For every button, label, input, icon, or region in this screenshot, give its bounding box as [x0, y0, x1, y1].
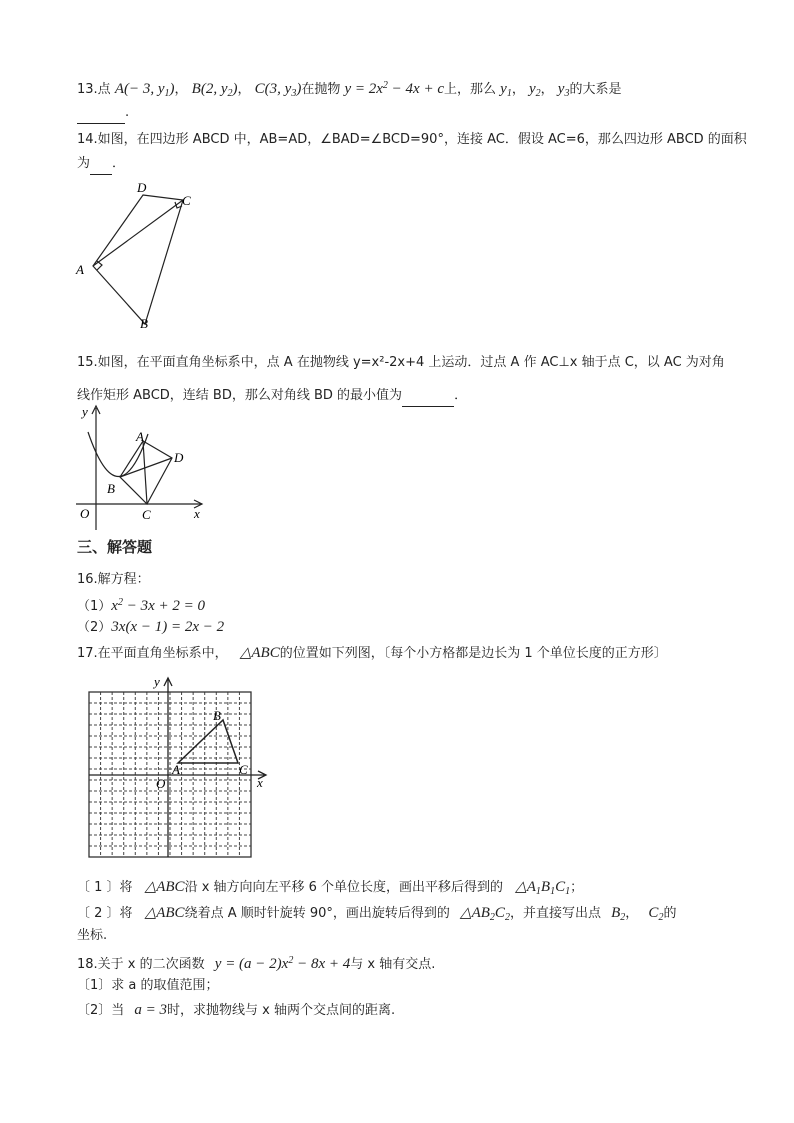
q13-period: .: [125, 105, 130, 120]
q17-triangle: △ABC: [239, 645, 280, 661]
q13-sep: ，: [237, 82, 251, 97]
q17-label-b: B: [213, 708, 221, 723]
q17-suffix: 的位置如下列图，〔每个小方格都是边长为 1 个单位长度的正方形〕: [279, 646, 667, 661]
q14-label-b: B: [140, 316, 148, 331]
q17-label-c: C: [239, 762, 248, 777]
q13-prefix: 13.点: [77, 82, 111, 97]
q17-label-x: x: [257, 775, 263, 790]
q17-mid: ，并直接写出点: [509, 906, 601, 921]
q13-y2: $y_2$: [528, 81, 541, 99]
q17-mid: 绕着点 A 顺时针旋转 90°，画出旋转后得到的: [184, 906, 450, 921]
q13-suffix: 上，那么: [443, 82, 496, 97]
q15-prefix: 线作矩形 ABCD，连结 BD，那么对角线 BD 的最小值为: [77, 388, 403, 403]
q17-point-b2: $B_2$: [611, 905, 626, 923]
q18-prefix: 18.关于 x 的二次函数: [77, 957, 205, 972]
q17-part-2: [77, 903, 676, 928]
q17-label: 〔 1 〕将: [77, 880, 133, 895]
q14-suffix: ．: [112, 156, 126, 171]
q17-point-c2: $C_2$: [648, 905, 664, 923]
q18-a-value: a = 3: [134, 1002, 168, 1018]
answer-blank: [402, 386, 454, 407]
q13-comma: ，: [540, 82, 554, 97]
q13-sep: ，: [174, 82, 188, 97]
q18-part-1: 〔1〕求 a 的取值范围；: [77, 978, 219, 993]
diagonal-ac: [93, 200, 183, 266]
q17-prefix: 17.在平面直角坐标系中，: [77, 646, 228, 661]
q16-eq-2: 3x(x − 1) = 2x − 2: [111, 619, 225, 635]
q18-suffix: 时，求抛物线与 x 轴两个交点间的距离.: [167, 1003, 396, 1018]
q17-part-1: [77, 877, 583, 902]
q13-point-c: C(3, $y_3$): [254, 81, 302, 99]
q15-text: 15.如图，在平面直角坐标系中，点 A 在抛物线 y=x²-2x+4 上运动．过点 A 作 AC⊥x 轴于点 C，以 AC 为对角: [77, 355, 725, 370]
answer-blank: [90, 154, 112, 175]
right-angle-mark-a: [97, 261, 102, 270]
q14-label-c: C: [182, 193, 191, 208]
q16-part-1: [77, 593, 205, 617]
q17-part-2-line2: 坐标.: [77, 928, 108, 943]
q15-label-a: A: [136, 429, 144, 444]
q17-result-2: $\triangle AB_2C_2$: [460, 905, 510, 923]
q17-end: 的: [663, 906, 677, 921]
q15-figure: [70, 402, 210, 532]
q17-triangle: △ABC: [144, 879, 185, 895]
q17-text: [77, 643, 667, 664]
q13-answer-line: [77, 103, 129, 124]
diagonal-bd: [120, 458, 172, 477]
q17-label-y: y: [154, 674, 160, 689]
answer-blank: [77, 103, 125, 124]
q17-result-1: $\triangle A_1B_1C_1$: [515, 879, 571, 897]
q14-text-2: [77, 154, 125, 175]
q15-suffix: ．: [454, 388, 468, 403]
q14-figure: [70, 176, 210, 336]
section-heading: 三、解答题: [77, 538, 153, 556]
q18-prefix: 〔2〕当: [77, 1003, 125, 1018]
q17-label-a: A: [172, 762, 180, 777]
q14-label-a: A: [76, 262, 84, 277]
q13-end: 的大系是: [569, 82, 622, 97]
q17-label-o: O: [156, 776, 166, 791]
q17-grid-figure: [86, 676, 276, 862]
q13-y1: $y_1$: [500, 81, 512, 99]
q13-equation: $y = 2x^2 - 4x + c$: [344, 80, 444, 97]
q14-prefix: 为: [77, 156, 91, 171]
q16-label: （2）: [77, 620, 112, 635]
q15-label-d: D: [174, 450, 184, 465]
q18-part-2: [77, 1000, 395, 1021]
q15-label-c: C: [142, 507, 151, 522]
q13-line: [77, 76, 621, 104]
triangle-abc: [178, 720, 238, 763]
q14-text: 14.如图，在四边形 ABCD 中，AB=AD，∠BAD=∠BCD=90°，连接 AC．假设 AC=6，那么四边形 ABCD 的面积: [77, 132, 747, 147]
q17-end: ；: [570, 880, 584, 895]
q15-label-y: y: [82, 404, 88, 419]
q17-label: 〔 2 〕将: [77, 906, 133, 921]
q16-eq-1: $x^2 - 3x + 2 = 0$: [111, 597, 205, 614]
q16-part-2: [77, 617, 224, 638]
q17-triangle: △ABC: [144, 905, 185, 921]
diagonal-ac: [143, 441, 147, 504]
q15-label-o: O: [80, 506, 90, 521]
q13-y3: $y_3$: [557, 81, 570, 99]
q18-suffix: 与 x 轴有交点.: [350, 957, 436, 972]
q14-label-d: D: [137, 180, 147, 195]
quadrilateral-abcd: [93, 195, 183, 324]
q13-point-a: A(− 3, $y_1$): [114, 81, 175, 99]
q17-mid: 沿 x 轴方向向左平移 6 个单位长度，画出平移后得到的: [184, 880, 504, 895]
q13-point-b: B(2, $y_2$): [191, 81, 238, 99]
q17-comma: ，: [625, 906, 639, 921]
q13-comma: ，: [511, 82, 525, 97]
q15-label-b: B: [107, 481, 115, 496]
q18-equation: $y = (a - 2)x^2 - 8x + 4$: [214, 955, 351, 972]
q16-title: 16.解方程：: [77, 572, 150, 587]
q16-label: （1）: [77, 599, 112, 614]
q15-label-x: x: [194, 506, 200, 521]
q18-text: [77, 951, 435, 975]
q13-mid: 在抛物: [301, 82, 341, 97]
